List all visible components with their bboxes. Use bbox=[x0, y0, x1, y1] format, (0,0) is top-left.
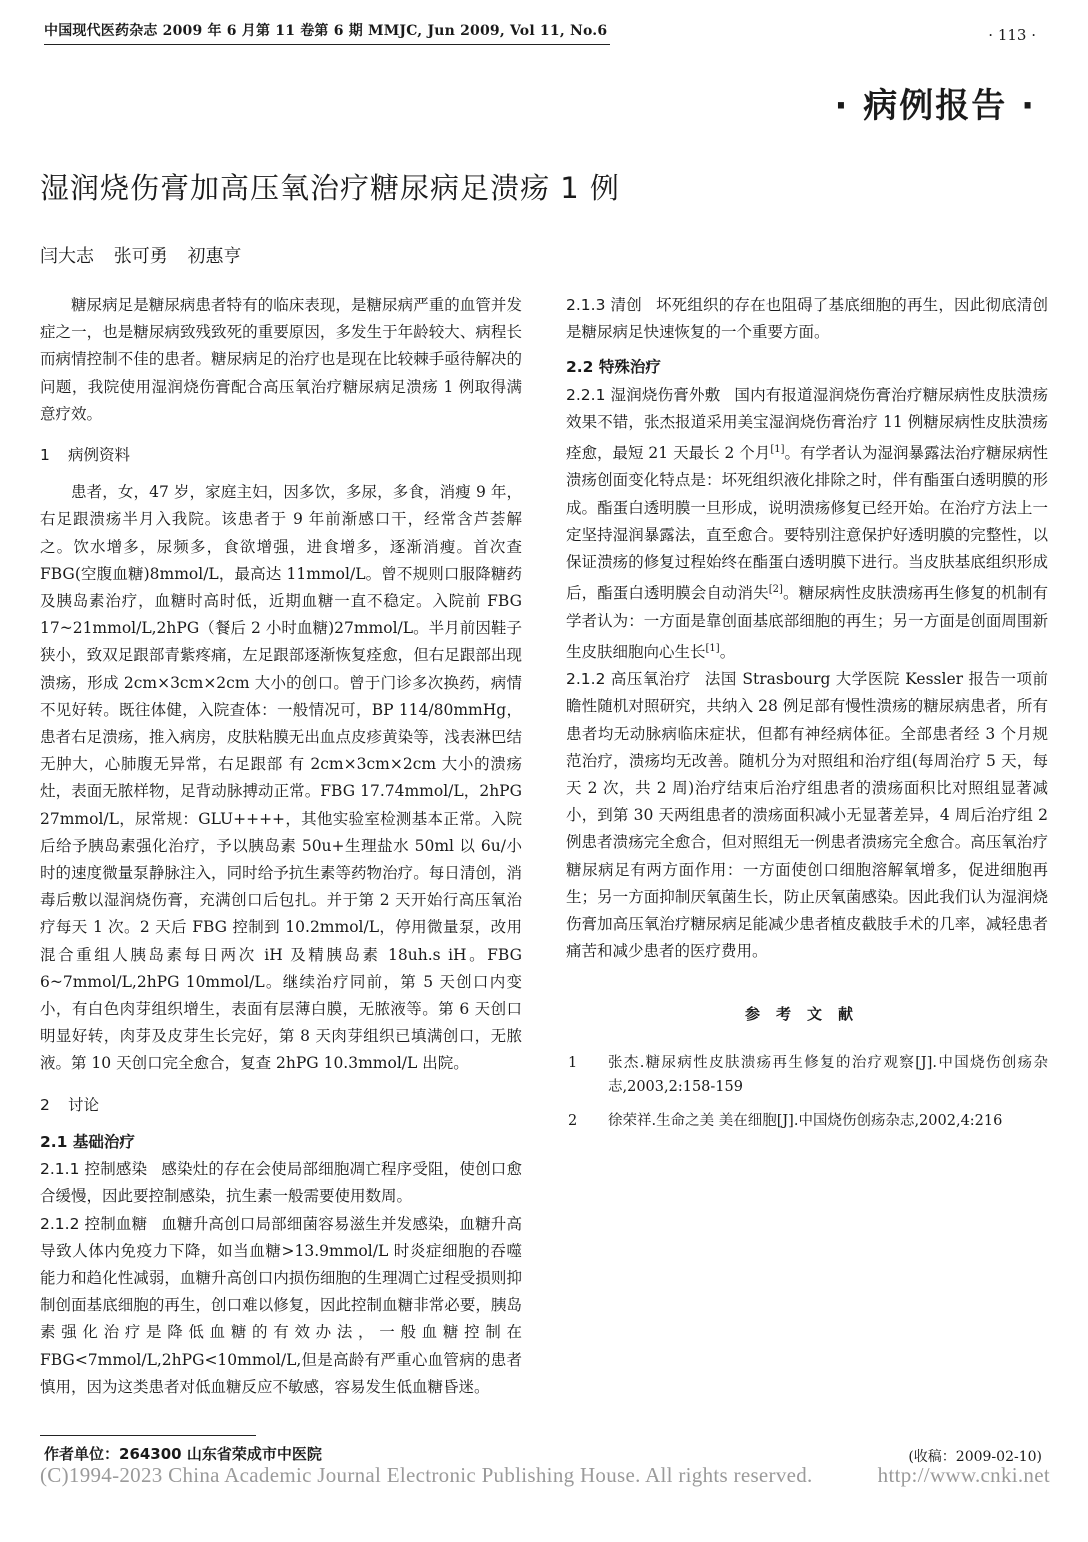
copyright-watermark bbox=[40, 1463, 1050, 1488]
reference-number: 2 bbox=[568, 1112, 578, 1129]
section-2-heading bbox=[40, 1092, 522, 1119]
references-heading: 参考文献 bbox=[744, 1005, 869, 1024]
section-2-2-1-head: 2.2.1 湿润烧伤膏外敷 bbox=[566, 385, 721, 404]
section-2-2-2-paragraph bbox=[566, 666, 1048, 965]
section-2-1-1-text: 感染灶的存在会使局部细胞凋亡程序受阻，使创口愈合缓慢，因此要控制感染，抗生素一般需要使用数周。 bbox=[40, 1160, 522, 1206]
section-2-1-3-head: 2.1.3 清创 bbox=[566, 296, 642, 314]
section-2-1-3-text: 坏死组织的存在也阻碍了基底细胞的再生，因此彻底清创是糖尿病足快速恢复的一个重要方面。 bbox=[566, 296, 1048, 342]
section-tag: · 病例报告 · bbox=[834, 86, 1036, 126]
reference-item bbox=[566, 1051, 1048, 1099]
section-2-2-2-head: 2.1.2 高压氧治疗 bbox=[566, 670, 691, 689]
author-unit-footnote: 作者单位：264300 山东省荣成市中医院 bbox=[44, 1445, 322, 1463]
section-1-number: 1 bbox=[40, 446, 50, 465]
section-1-heading bbox=[40, 442, 522, 469]
section-2-1-2-head: 2.1.2 控制血糖 bbox=[40, 1214, 148, 1233]
section-2-2-1-text-c: 。糖尿病性皮肤溃疡再生修复的机制有学者认为：一方面是靠创面基底部细胞的再生；另一方面是创面周围新生皮肤细胞向心生长 bbox=[566, 584, 1048, 661]
citation-2: [2] bbox=[768, 584, 783, 596]
case-paragraph: 患者，女，47 岁，家庭主妇，因多饮，多尿，多食，消瘦 9 年，右足跟溃疡半月入我院。该患者于 9 年前渐感口干，经常含芦荟解之。饮水增多，尿频多，食欲增强，进食增多，逐渐消瘦。首次查 FBG(空腹血糖)8mmol/L，最高达 11mmol/L。曾不规则口服降糖药及胰岛素治疗，血糖时高时低，近期血糖一直不稳定。入院前 FBG 17~21mmol/L,2hPG（餐后 2 小时血糖)27mmol/L。半月前因鞋子狭小，致双足跟部青紫疼痛，左足跟部逐渐恢复痊愈，但右足跟部出现溃疡，形成 2cm×3cm×2cm 大小的创口。曾于门诊多次换药，病情不见好转。既往体健，入院查体：一般情况可，BP 114/80mmHg，患者右足溃疡，推入病房，皮肤粘膜无出血点皮疹黄染等，浅表淋巴结无肿大，心肺腹无异常，右足跟部 有 2cm×3cm×2cm 大小的溃疡灶，表面无脓样物，足背动脉搏动正常。FBG 17.74mmol/L，2hPG 27mmol/L，尿常规：GLU++++，其他实验室检测基本正常。入院后给予胰岛素强化治疗，予以胰岛素 50u+生理盐水 50ml 以 6u/小时的速度微量泵静脉注入，同时给予抗生素等药物治疗。每日清创，消毒后敷以湿润烧伤膏，充满创口后包扎。并于第 2 天开始行高压氧治疗每天 1 次。2 天后 FBG 控制到 10.2mmol/L，停用微量泵，改用混合重组人胰岛素每日两次 iH 及精胰岛素 18uh.s iH。FBG 6~7mmol/L,2hPG 10mmol/L。继续治疗同前，第 5 天创口内变小，有白色肉芽组织增生，表面有层薄白膜，无脓液等。第 6 天创口明显好转，肉芽及皮芽生长完好，第 8 天肉芽组织已填满创口，无脓液。第 10 天创口完全愈合，复查 2hPG 10.3mmol/L 出院。 bbox=[40, 483, 522, 1073]
cnki-link[interactable]: http://www.cnki.net bbox=[877, 1463, 1050, 1487]
received-date: (收稿：2009-02-10) bbox=[908, 1449, 1042, 1465]
section-2-2-2-text: 法国 Strasbourg 大学医院 Kessler 报告一项前瞻性随机对照研究，共纳入 28 例足部有慢性溃疡的糖尿病患者，所有患者均无动脉病临床症状，但都有神经病体征。全部患者经 3 个月规范治疗，溃疡均无改善。随机分为对照组和治疗组(每周治疗 5 天，每天 2 次，共 2 周)治疗结束后治疗组患者的溃疡面积比对照组显著减小，到第 30 天两组患者的溃疡面积减小无显著差异，4 周后治疗组 2 例患者溃疡完全愈合，但对照组无一例患者溃疡完全愈合。高压氧治疗糖尿病足有两方面作用：一方面使创口细胞溶解氧增多，促进细胞再生；另一方面抑制厌氧菌生长，防止厌氧菌感染。因此我们认为湿润烧伤膏加高压氧治疗糖尿病足能减少患者植皮截肢手术的几率，减轻患者痛苦和减少患者的医疗费用。 bbox=[566, 670, 1048, 961]
reference-text: 徐荣祥.生命之美 美在细胞[J].中国烧伤创疡杂志,2002,4:216 bbox=[608, 1112, 1003, 1129]
left-column bbox=[40, 292, 522, 1401]
section-2-title: 讨论 bbox=[68, 1095, 100, 1114]
section-2-2-1-text-a: 国内有报道湿润烧伤膏治疗糖尿病性皮肤溃疡效果不错，张杰报道采用美宝湿润烧伤膏治疗 11 例糖尿病性皮肤溃疡痊愈，最短 21 天最长 2 个月 bbox=[566, 385, 1048, 463]
section-2-number: 2 bbox=[40, 1095, 50, 1114]
copyright-text: (C)1994-2023 China Academic Journal Electronic Publishing House. All rights reserved. bbox=[40, 1463, 813, 1487]
footnote-rule bbox=[40, 1435, 256, 1436]
citation-1: [1] bbox=[770, 444, 785, 456]
reference-number: 1 bbox=[568, 1054, 578, 1071]
reference-text: 张杰.糖尿病性皮肤溃疡再生修复的治疗观察[J].中国烧伤创疡杂志,2003,2:158-159 bbox=[608, 1054, 1048, 1095]
section-2-2-1-text-d: 。 bbox=[719, 642, 736, 661]
section-2-2-1-paragraph bbox=[566, 382, 1048, 667]
section-1-title: 病例资料 bbox=[68, 446, 131, 465]
section-2-1-1-paragraph bbox=[40, 1156, 522, 1210]
article-title: 湿润烧伤膏加高压氧治疗糖尿病足溃疡 1 例 bbox=[40, 171, 620, 205]
section-2-2-1-text-b: 。有学者认为湿润暴露法治疗糖尿病性溃疡创面变化特点是：坏死组织液化排除之时，伴有酯蛋白透明膜的形成。酯蛋白透明膜一旦形成，说明溃疡修复已经开始。在治疗方法上一定坚持湿润暴露法，直至愈合。要特别注意保护好透明膜的完整性，以保证溃疡的修复过程始终在酯蛋白透明膜下进行。当皮肤基底组织形成后，酯蛋白透明膜会自动消失 bbox=[566, 444, 1048, 603]
section-2-2-heading: 2.2 特殊治疗 bbox=[566, 358, 661, 377]
page-number: · 113 · bbox=[988, 26, 1036, 44]
section-2-1-1-head: 2.1.1 控制感染 bbox=[40, 1160, 148, 1179]
section-2-1-2-paragraph bbox=[40, 1211, 522, 1401]
reference-item bbox=[566, 1109, 1048, 1133]
citation-3: [1] bbox=[705, 642, 720, 654]
authors: 闫大志 张可勇 初惠亨 bbox=[40, 246, 242, 267]
section-2-1-3-paragraph bbox=[566, 292, 1048, 346]
right-column bbox=[566, 292, 1048, 1143]
section-2-1-2-text: 血糖升高创口局部细菌容易滋生并发感染，血糖升高导致人体内免疫力下降，如当血糖>13.9mmol/L 时炎症细胞的吞噬能力和趋化性减弱，血糖升高创口内损伤细胞的生理凋亡过程受损则抑制创面基底细胞的再生，创口难以修复，因此控制血糖非常必要，胰岛素强化治疗是降低血糖的有效办法，一般血糖控制在 FBG<7mmol/L,2hPG<10mmol/L,但是高龄有严重心血管病的患者慎用，因为这类患者对低血糖反应不敏感，容易发生低血糖昏迷。 bbox=[40, 1214, 522, 1396]
journal-header: 中国现代医药杂志 2009 年 6 月第 11 卷第 6 期 MMJC, Jun 2009, Vol 11, No.6 bbox=[44, 20, 610, 45]
abstract-paragraph: 糖尿病足是糖尿病患者特有的临床表现，是糖尿病严重的血管并发症之一，也是糖尿病致残致死的重要原因，多发生于年龄较大、病程长而病情控制不佳的患者。糖尿病足的治疗也是现在比较棘手亟待解决的问题，我院使用湿润烧伤膏配合高压氧治疗糖尿病足溃疡 1 例取得满意疗效。 bbox=[40, 296, 522, 423]
section-2-1-heading: 2.1 基础治疗 bbox=[40, 1132, 135, 1151]
